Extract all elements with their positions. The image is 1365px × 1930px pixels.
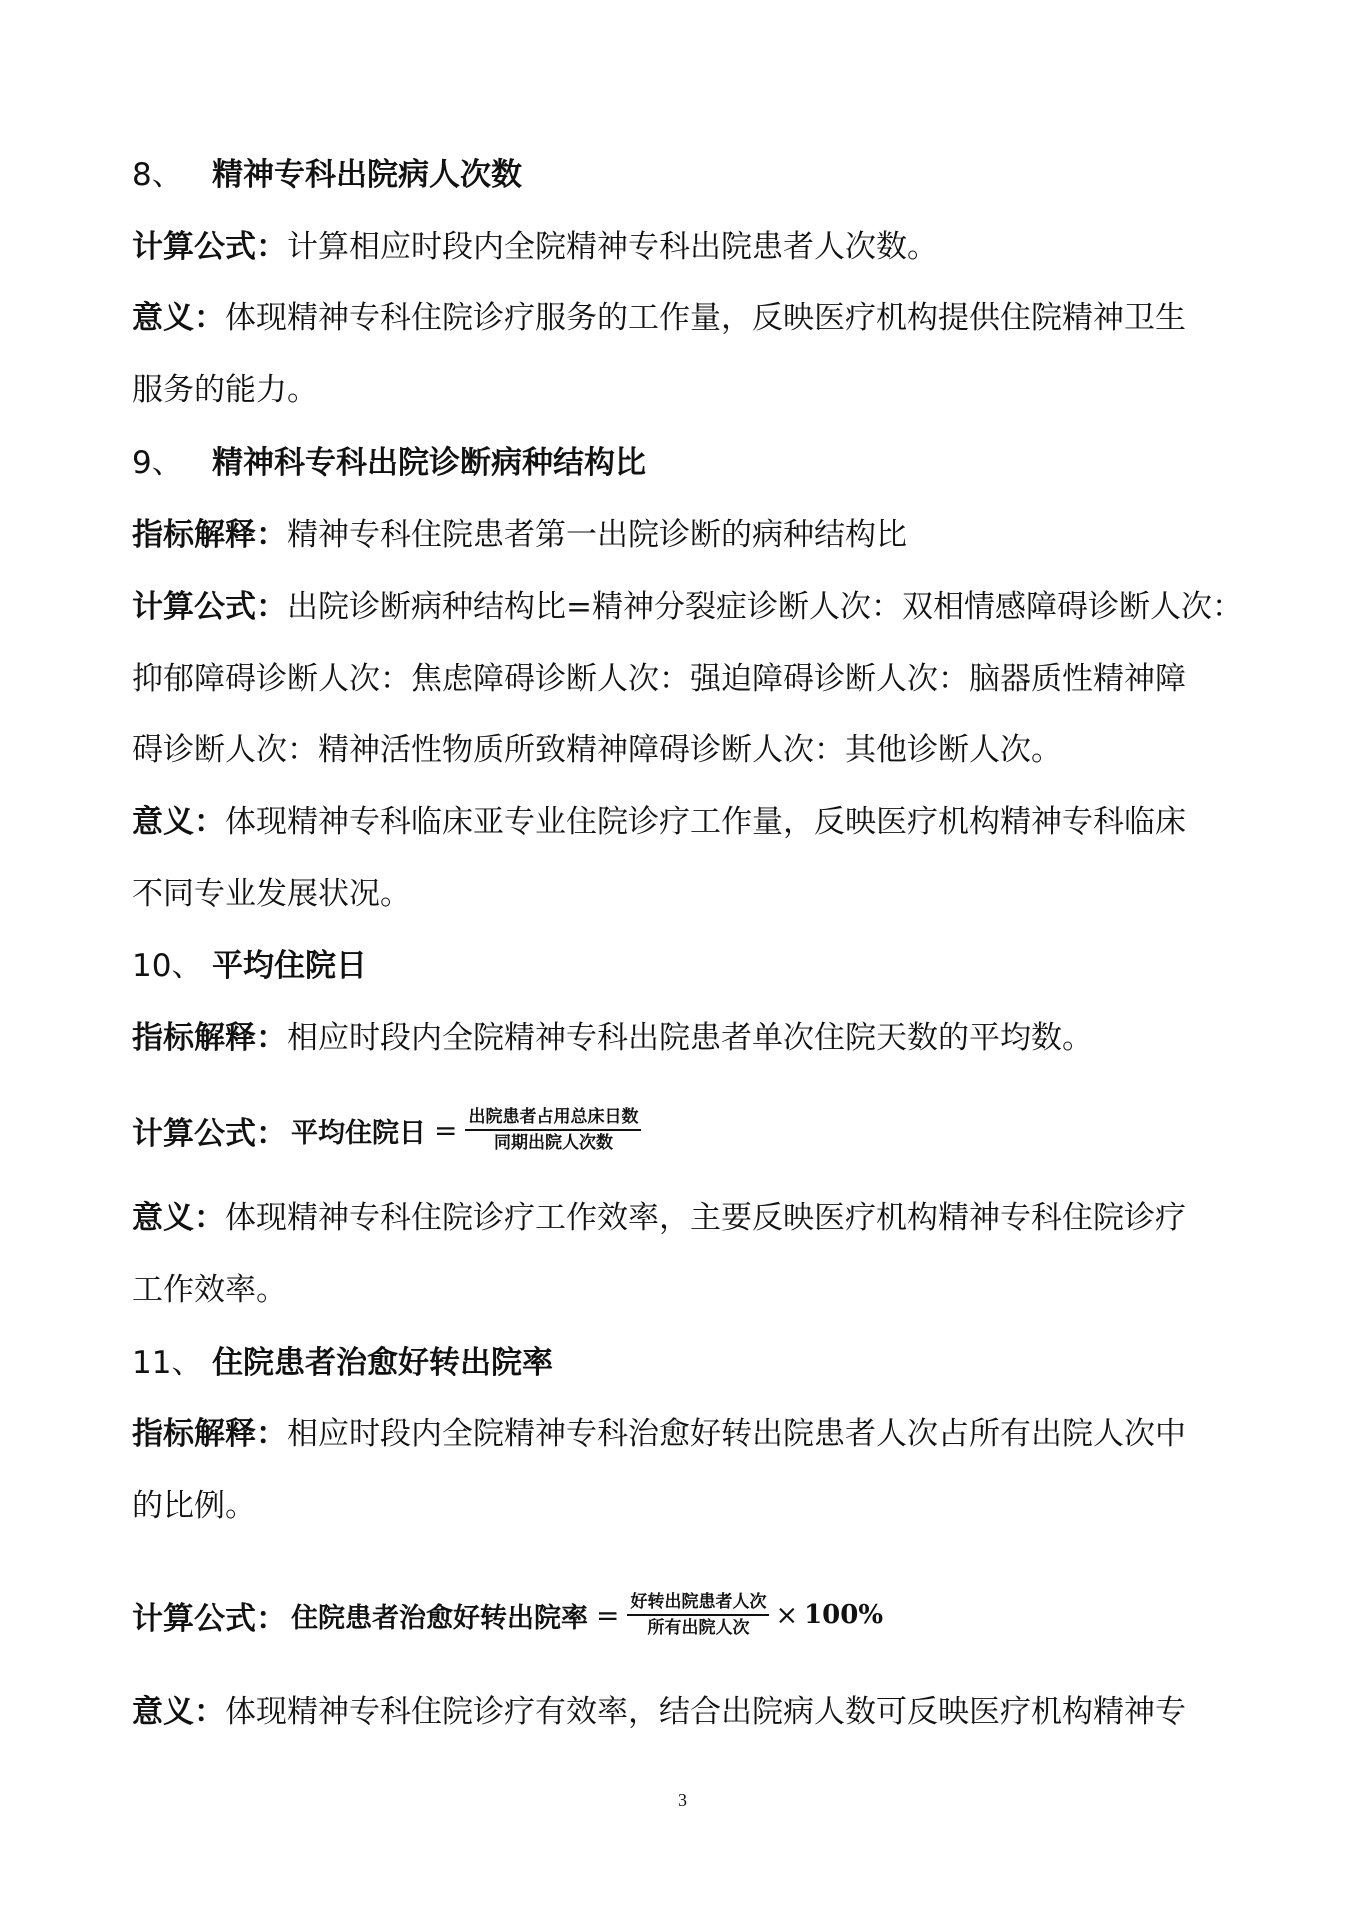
formula-label: 计算公式：: [132, 229, 287, 265]
section-10-title: 平均住院日: [212, 948, 367, 984]
section-11-number: 11、: [132, 1345, 203, 1381]
fraction-denominator: 所有出院人次: [647, 1618, 750, 1638]
definition-label: 指标解释：: [132, 1416, 287, 1452]
section-9-formula-line-3: 碍诊断人次：精神活性物质所致精神障碍诊断人次：其他诊断人次。: [132, 732, 1062, 768]
section-9-formula-line-1: [132, 587, 1242, 627]
section-11-definition-line-2: 的比例。: [132, 1488, 256, 1524]
section-9-meaning-line-2: 不同专业发展状况。: [132, 876, 411, 912]
equals-sign: =: [434, 1113, 458, 1147]
fraction-numerator: 出院患者占用总床日数: [468, 1107, 639, 1127]
formula-name: 平均住院日: [291, 1117, 426, 1149]
definition-label: 指标解释：: [132, 1020, 287, 1056]
section-9-definition-line: [132, 515, 1242, 555]
section-8-formula-line: [132, 227, 1242, 267]
formula-name: 住院患者治愈好转出院率: [291, 1602, 588, 1634]
meaning-text: 体现精神专科临床亚专业住院诊疗工作量，反映医疗机构精神专科临床: [225, 804, 1186, 840]
equals-sign: =: [596, 1598, 620, 1632]
section-10-definition-line: [132, 1018, 1242, 1058]
section-8-title: 精神专科出院病人次数: [212, 157, 522, 193]
section-10-formula: [132, 1090, 641, 1170]
section-8-meaning-line-2: 服务的能力。: [132, 372, 318, 408]
formula-label: 计算公式：: [132, 1115, 287, 1152]
meaning-text: 体现精神专科住院诊疗有效率，结合出院病人数可反映医疗机构精神专: [225, 1694, 1186, 1730]
section-8-meaning-line-1: [132, 298, 1242, 338]
section-11-definition-line-1: [132, 1414, 1242, 1454]
definition-text: 精神专科住院患者第一出院诊断的病种结构比: [287, 517, 907, 553]
section-11-formula: [132, 1575, 883, 1655]
meaning-text: 体现精神专科住院诊疗服务的工作量，反映医疗机构提供住院精神卫生: [225, 300, 1186, 336]
section-10-heading: [132, 946, 1242, 986]
section-11-heading: [132, 1343, 1242, 1383]
section-9-title: 精神科专科出院诊断病种结构比: [212, 445, 646, 481]
meaning-text: 体现精神专科住院诊疗工作效率，主要反映医疗机构精神专科住院诊疗: [225, 1200, 1186, 1236]
section-11-title: 住院患者治愈好转出院率: [212, 1345, 553, 1381]
formula-text: 出院诊断病种结构比=精神分裂症诊断人次：双相情感障碍诊断人次：: [287, 589, 1243, 625]
definition-text: 相应时段内全院精神专科出院患者单次住院天数的平均数。: [287, 1020, 1093, 1056]
section-10-meaning-line-2: 工作效率。: [132, 1272, 287, 1308]
section-8-number: 8、: [132, 157, 183, 193]
formula-text: 计算相应时段内全院精神专科出院患者人次数。: [287, 229, 938, 265]
page-number: 3: [678, 1790, 687, 1810]
fraction-numerator: 好转出院患者人次: [630, 1592, 767, 1612]
section-9-number: 9、: [132, 445, 183, 481]
section-9-formula-line-2: 抑郁障碍诊断人次：焦虑障碍诊断人次：强迫障碍诊断人次：脑器质性精神障: [132, 661, 1186, 697]
section-10-number: 10、: [132, 948, 203, 984]
percent-value: 100%: [804, 1600, 884, 1630]
meaning-label: 意义：: [132, 1200, 225, 1236]
multiply-sign: ×: [775, 1599, 799, 1631]
meaning-label: 意义：: [132, 1694, 225, 1730]
formula-fraction: [627, 1590, 769, 1640]
section-9-heading: [132, 443, 1242, 483]
definition-label: 指标解释：: [132, 517, 287, 553]
formula-label: 计算公式：: [132, 589, 287, 625]
fraction-denominator: 同期出院人次数: [493, 1133, 613, 1153]
section-11-meaning-line-1: [132, 1692, 1242, 1732]
meaning-label: 意义：: [132, 804, 225, 840]
section-10-meaning-line-1: [132, 1198, 1242, 1238]
section-8-heading: [132, 155, 1242, 195]
definition-text: 相应时段内全院精神专科治愈好转出院患者人次占所有出院人次中: [287, 1416, 1186, 1452]
meaning-label: 意义：: [132, 300, 225, 336]
formula-label: 计算公式：: [132, 1600, 287, 1637]
formula-fraction: [465, 1105, 641, 1155]
section-9-meaning-line-1: [132, 802, 1242, 842]
